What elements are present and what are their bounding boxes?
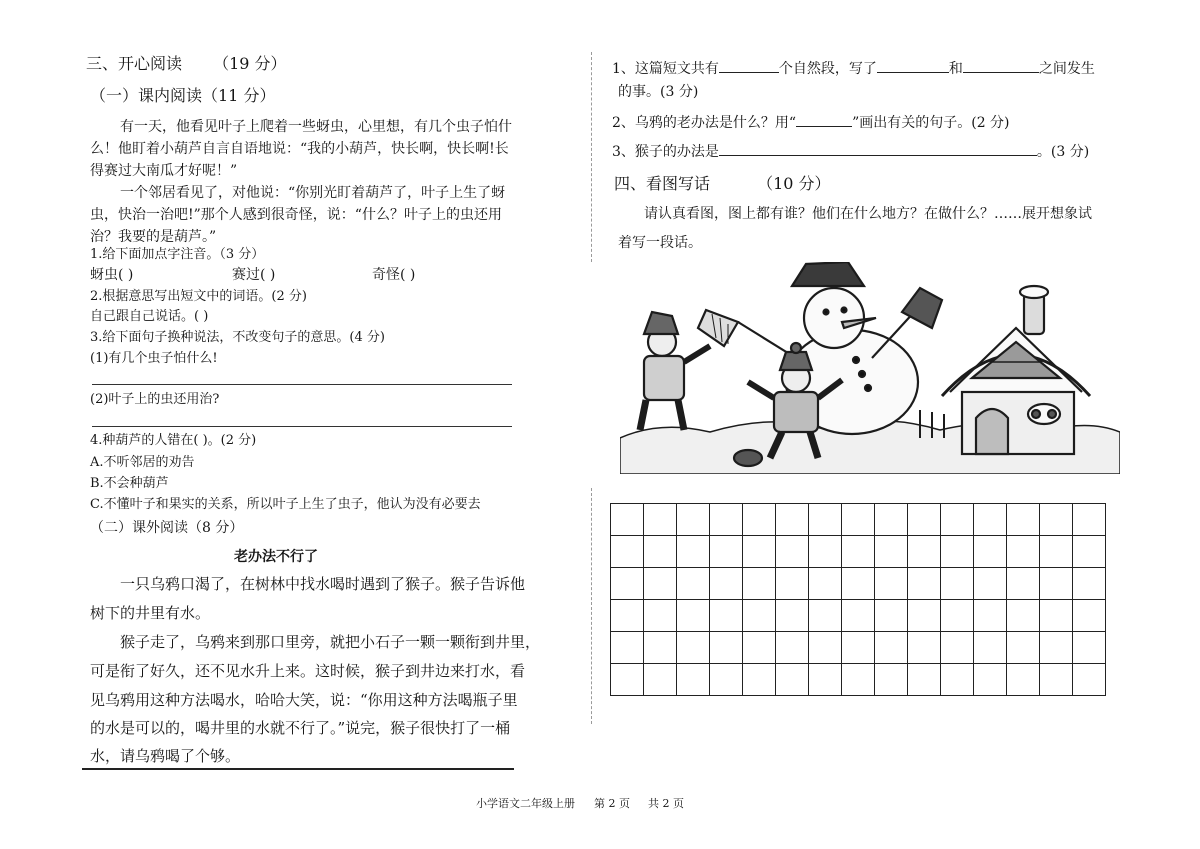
grid-cell[interactable] (710, 536, 743, 568)
section4-heading (614, 174, 831, 193)
grid-cell[interactable] (743, 568, 776, 600)
grid-cell[interactable] (611, 536, 644, 568)
grid-cell[interactable] (974, 664, 1007, 696)
section3-heading (86, 54, 287, 73)
grid-cell[interactable] (842, 664, 875, 696)
grid-cell[interactable] (611, 664, 644, 696)
question-4: 4.种葫芦的人错在( )。(2 分) (90, 433, 257, 448)
grid-cell[interactable] (710, 600, 743, 632)
grid-cell[interactable] (908, 504, 941, 536)
grid-row (611, 504, 1106, 536)
grid-cell[interactable] (743, 600, 776, 632)
grid-cell[interactable] (809, 600, 842, 632)
grid-cell[interactable] (809, 504, 842, 536)
passage-line: 虫，快治一治吧!”那个人感到很奇怪，说：“什么？叶子上的虫还用 (90, 207, 502, 223)
grid-cell[interactable] (875, 536, 908, 568)
grid-cell[interactable] (743, 632, 776, 664)
grid-cell[interactable] (776, 632, 809, 664)
q4-option-c: C.不懂叶子和果实的关系，所以叶子上生了虫子，他认为没有必要去 (90, 497, 481, 512)
grid-cell[interactable] (941, 664, 974, 696)
grid-cell[interactable] (611, 600, 644, 632)
grid-cell[interactable] (776, 600, 809, 632)
grid-cell[interactable] (875, 664, 908, 696)
grid-cell[interactable] (809, 632, 842, 664)
story-line: 猴子走了，乌鸦来到那口里旁，就把小石子一颗一颗衔到井里， (120, 633, 541, 651)
grid-cell[interactable] (974, 536, 1007, 568)
grid-cell[interactable] (1040, 664, 1073, 696)
q1-item-3: 奇怪( ) (372, 267, 416, 283)
grid-cell[interactable] (677, 600, 710, 632)
q1-item-2: 赛过( ) (232, 267, 276, 283)
grid-row (611, 664, 1106, 696)
story-line: 水，请乌鸦喝了个够。 (90, 747, 241, 765)
question-1: 1.给下面加点字注音。（3 分） (90, 247, 265, 262)
grid-cell[interactable] (842, 568, 875, 600)
grid-cell[interactable] (809, 536, 842, 568)
grid-cell[interactable] (1073, 664, 1106, 696)
grid-cell[interactable] (908, 536, 941, 568)
grid-cell[interactable] (842, 632, 875, 664)
grid-cell[interactable] (611, 504, 644, 536)
grid-cell[interactable] (1073, 600, 1106, 632)
grid-cell[interactable] (1073, 568, 1106, 600)
grid-cell[interactable] (974, 504, 1007, 536)
q3-sentence-2: (2)叶子上的虫还用治? (90, 392, 220, 407)
passage-line: 有一天，他看见叶子上爬着一些蚜虫，心里想，有几个虫子怕什 (120, 119, 512, 135)
story-line: 可是衔了好久，还不见水升上来。这时候，猴子到井边来打水，看 (90, 662, 526, 680)
q3-sentence-1: (1)有几个虫子怕什么! (90, 351, 218, 366)
blank-character-1[interactable] (877, 58, 949, 73)
grid-cell[interactable] (644, 504, 677, 536)
grid-row (611, 632, 1106, 664)
question-3: 3.给下面句子换种说法，不改变句子的意思。(4 分) (90, 330, 385, 345)
column-divider (591, 488, 592, 724)
grid-cell[interactable] (644, 600, 677, 632)
blank-monkey-method[interactable] (719, 141, 1037, 156)
bottom-rule (82, 768, 514, 770)
passage-line: 得赛过大南瓜才好呢！” (90, 163, 238, 179)
grid-cell[interactable] (1007, 600, 1040, 632)
grid-cell[interactable] (809, 664, 842, 696)
grid-cell[interactable] (875, 600, 908, 632)
grid-cell[interactable] (941, 632, 974, 664)
grid-cell[interactable] (908, 600, 941, 632)
section3-title: 三、开心阅读 (86, 54, 183, 73)
grid-cell[interactable] (611, 568, 644, 600)
footer-total-pages: 共 2 页 (648, 797, 684, 810)
section4-title: 四、看图写话 (614, 174, 711, 193)
grid-row (611, 568, 1106, 600)
grid-cell[interactable] (776, 568, 809, 600)
grid-cell[interactable] (974, 568, 1007, 600)
grid-cell[interactable] (644, 536, 677, 568)
story-line: 树下的井里有水。 (90, 604, 211, 622)
writing-grid[interactable] (610, 503, 1106, 696)
grid-cell[interactable] (1073, 504, 1106, 536)
footer-page-number: 第 2 页 (594, 797, 630, 810)
blank-paragraph-count[interactable] (719, 58, 779, 73)
q2-item: 自己跟自己说话。( ) (90, 309, 209, 324)
grid-cell[interactable] (677, 536, 710, 568)
grid-cell[interactable] (875, 504, 908, 536)
grid-cell[interactable] (743, 664, 776, 696)
grid-cell[interactable] (875, 632, 908, 664)
grid-cell[interactable] (710, 568, 743, 600)
snowman-scene-illustration (620, 262, 1120, 474)
right-question-1: 1、这篇短文共有 个自然段，写了 和 之间发生 (612, 58, 1095, 78)
writing-prompt-line: 着写一段话。 (618, 235, 702, 251)
grid-cell[interactable] (1040, 536, 1073, 568)
blank-underline-mark[interactable] (796, 112, 852, 127)
grid-cell[interactable] (941, 568, 974, 600)
q4-option-a: A.不听邻居的劝告 (90, 455, 195, 470)
grid-cell[interactable] (644, 568, 677, 600)
grid-cell[interactable] (1040, 600, 1073, 632)
passage-line: 治？我要的是葫芦。” (90, 229, 217, 245)
answer-line[interactable] (92, 384, 512, 385)
grid-cell[interactable] (908, 664, 941, 696)
grid-cell[interactable] (1073, 632, 1106, 664)
grid-cell[interactable] (743, 536, 776, 568)
q4-option-b: B.不会种葫芦 (90, 476, 169, 491)
grid-cell[interactable] (1007, 536, 1040, 568)
grid-cell[interactable] (644, 632, 677, 664)
grid-cell[interactable] (644, 664, 677, 696)
grid-cell[interactable] (1040, 632, 1073, 664)
story-line: 的水是可以的，喝井里的水就不行了。”说完，猴子很快打了一桶 (90, 719, 511, 737)
grid-cell[interactable] (1040, 504, 1073, 536)
grid-cell[interactable] (677, 504, 710, 536)
grid-cell[interactable] (611, 632, 644, 664)
blank-character-2[interactable] (963, 58, 1039, 73)
part2-title: （二）课外阅读（8 分） (90, 520, 244, 536)
grid-cell[interactable] (974, 600, 1007, 632)
grid-cell[interactable] (1040, 568, 1073, 600)
story-title: 老办法不行了 (234, 549, 318, 565)
section3-score: （19 分） (213, 54, 287, 73)
grid-cell[interactable] (677, 632, 710, 664)
grid-cell[interactable] (809, 568, 842, 600)
grid-cell[interactable] (710, 632, 743, 664)
grid-cell[interactable] (908, 568, 941, 600)
grid-cell[interactable] (1007, 504, 1040, 536)
column-divider (591, 52, 592, 262)
grid-cell[interactable] (776, 536, 809, 568)
right-question-2: 2、乌鸦的老办法是什么？用“ ”画出有关的句子。(2 分) (612, 112, 1010, 132)
grid-row (611, 536, 1106, 568)
grid-cell[interactable] (842, 504, 875, 536)
right-question-3: 3、猴子的办法是 。(3 分) (612, 141, 1089, 161)
q1-item-1: 蚜虫( ) (90, 267, 134, 283)
section4-score: （10 分） (757, 174, 831, 193)
grid-cell[interactable] (1073, 536, 1106, 568)
grid-cell[interactable] (776, 664, 809, 696)
grid-cell[interactable] (1007, 568, 1040, 600)
footer-book: 小学语文二年级上册 (476, 797, 575, 810)
grid-cell[interactable] (941, 600, 974, 632)
grid-cell[interactable] (1007, 664, 1040, 696)
story-line: 一只乌鸦口渴了，在树林中找水喝时遇到了猴子。猴子告诉他 (120, 575, 526, 593)
grid-cell[interactable] (776, 504, 809, 536)
grid-cell[interactable] (743, 504, 776, 536)
grid-cell[interactable] (677, 568, 710, 600)
grid-cell[interactable] (908, 632, 941, 664)
grid-cell[interactable] (941, 536, 974, 568)
answer-line[interactable] (92, 426, 512, 427)
grid-cell[interactable] (677, 664, 710, 696)
question-2: 2.根据意思写出短文中的词语。(2 分) (90, 289, 307, 304)
part1-title: （一）课内阅读（11 分） (90, 86, 276, 105)
story-line: 见乌鸦用这种方法喝水，哈哈大笑，说：“你用这种方法喝瓶子里 (90, 691, 518, 709)
grid-cell[interactable] (1007, 632, 1040, 664)
grid-cell[interactable] (974, 632, 1007, 664)
grid-cell[interactable] (842, 536, 875, 568)
grid-cell[interactable] (941, 504, 974, 536)
grid-cell[interactable] (710, 504, 743, 536)
grid-cell[interactable] (842, 600, 875, 632)
writing-prompt-line: 请认真看图，图上都有谁？他们在什么地方？在做什么？……展开想象试 (644, 206, 1092, 222)
passage-line: 么！他盯着小葫芦自言自语地说：“我的小葫芦，快长啊，快长啊!长 (90, 141, 509, 157)
passage-line: 一个邻居看见了，对他说：“你别光盯着葫芦了，叶子上生了蚜 (120, 185, 506, 201)
grid-cell[interactable] (710, 664, 743, 696)
right-question-1-end: 的事。(3 分) (618, 84, 699, 100)
grid-cell[interactable] (875, 568, 908, 600)
grid-row (611, 600, 1106, 632)
